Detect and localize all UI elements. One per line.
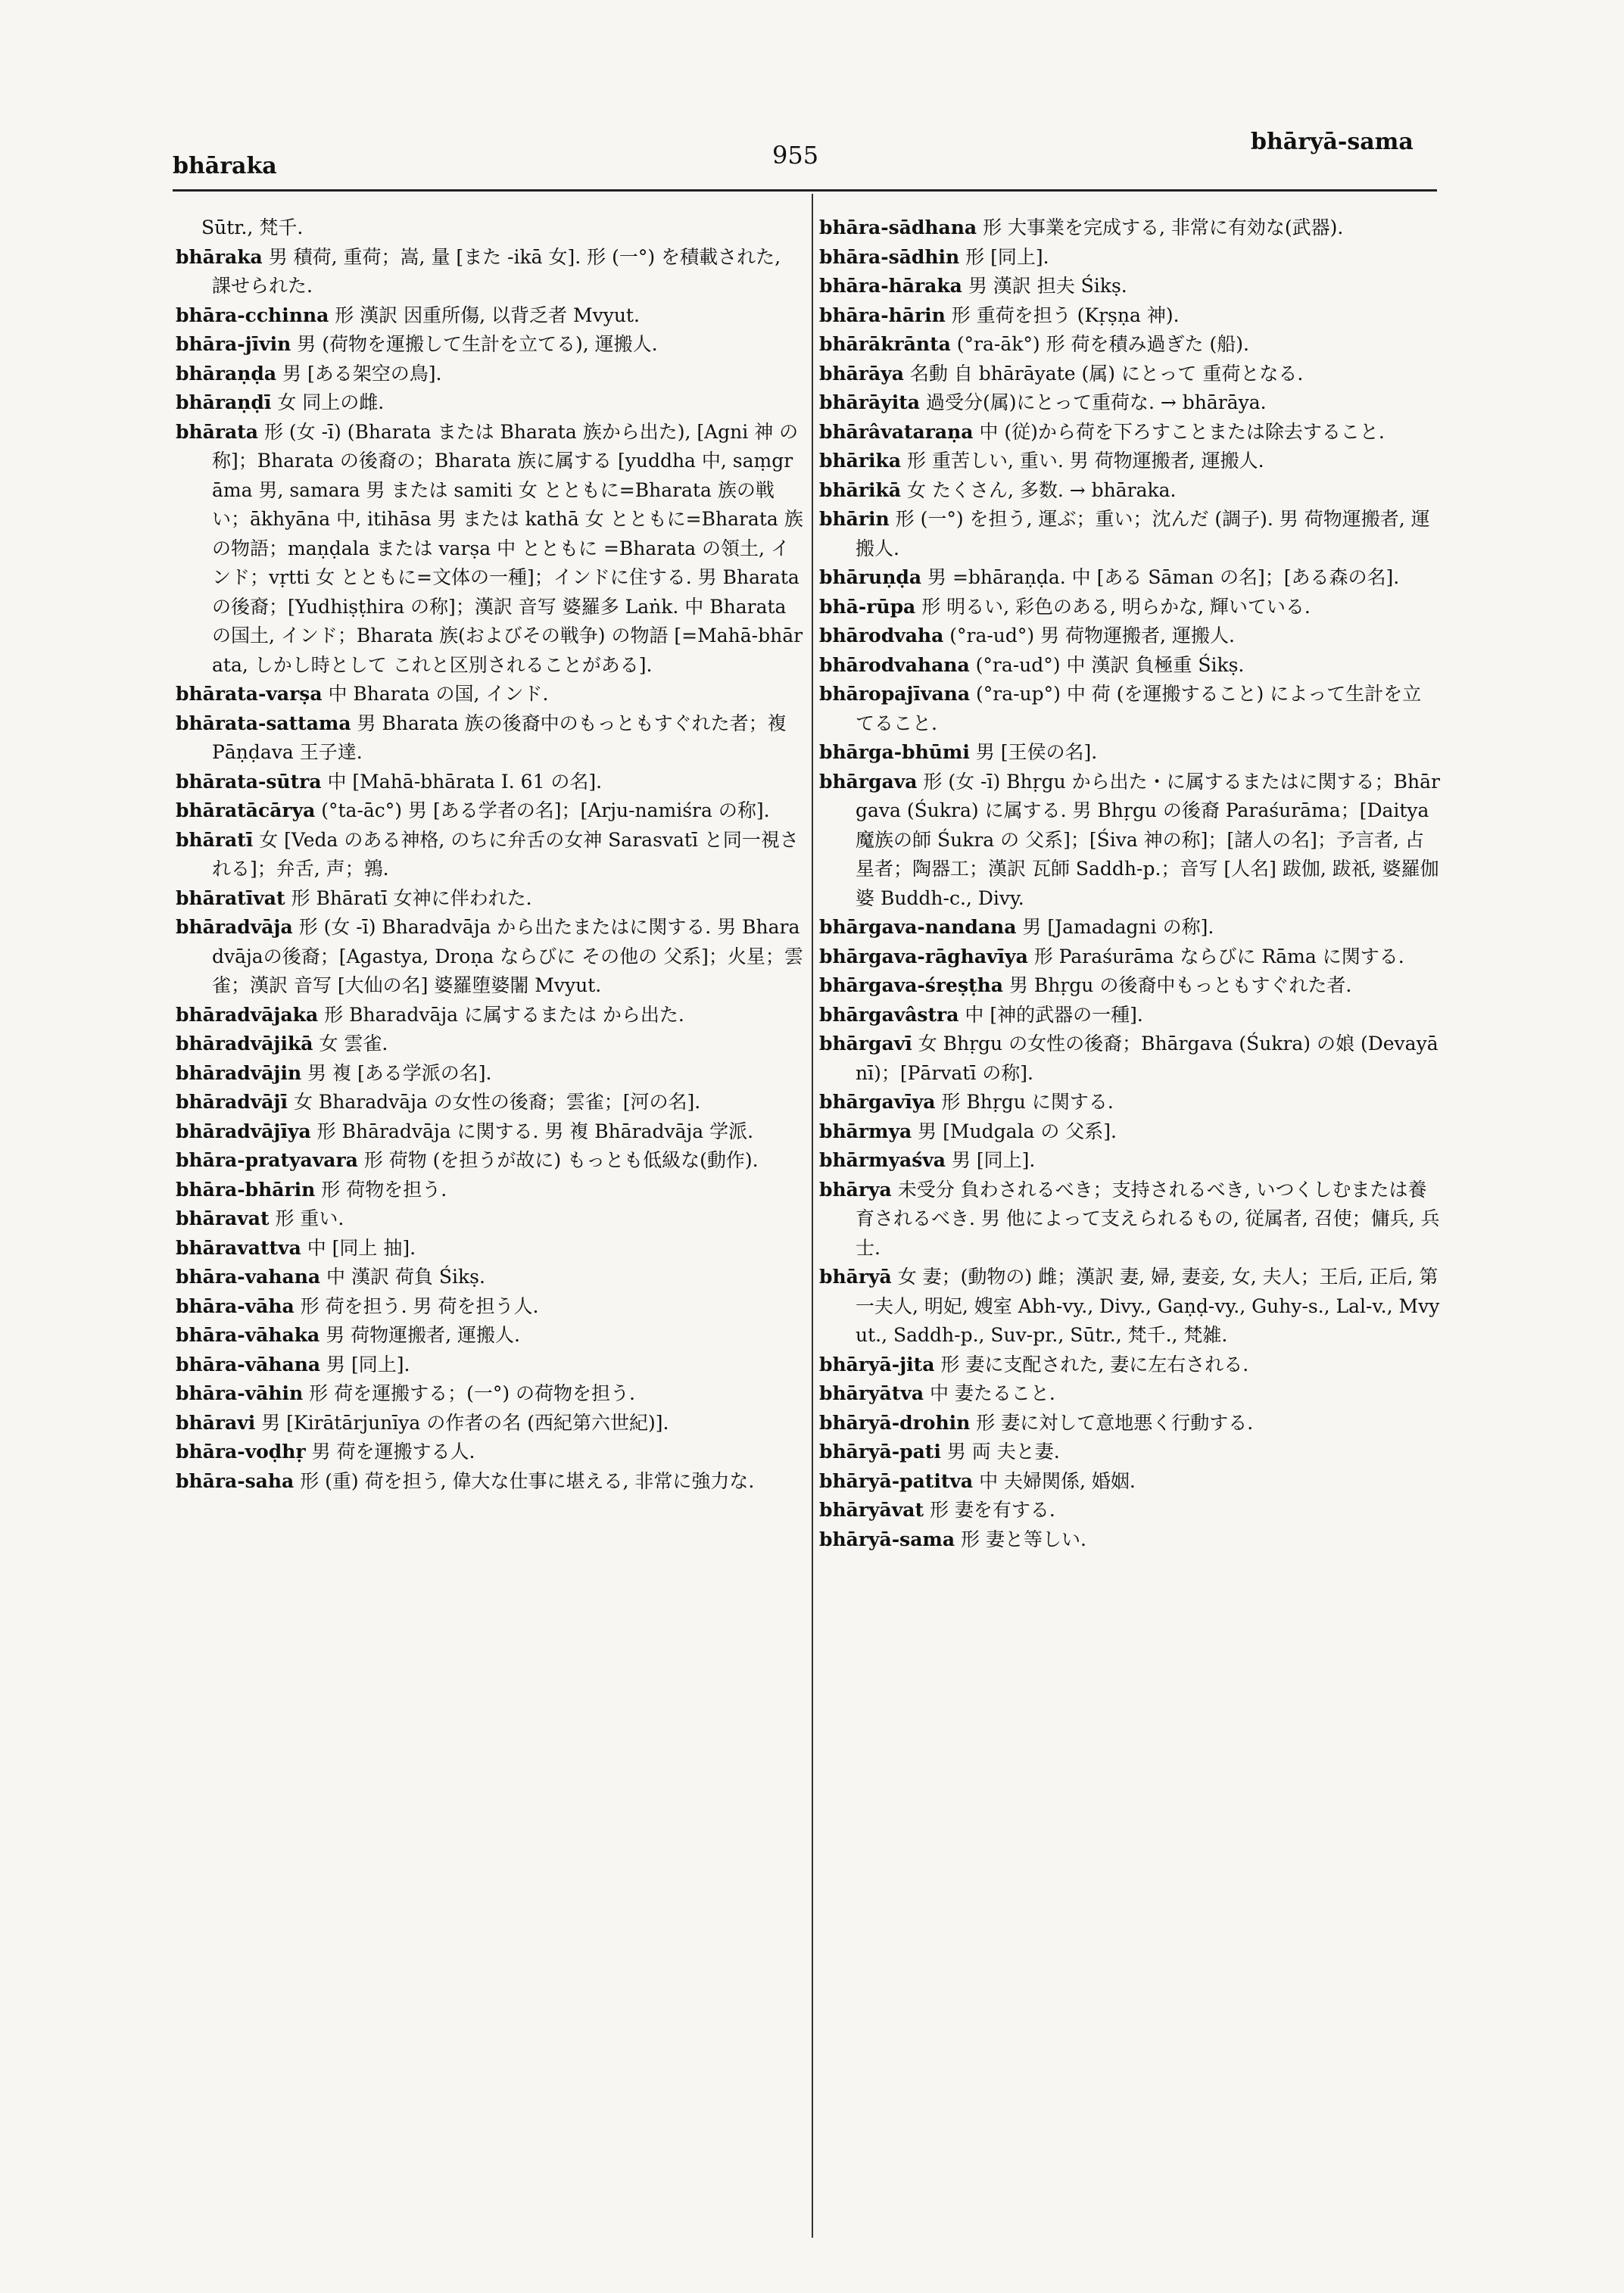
entry-headword: bhāradvājī: [176, 1091, 288, 1113]
entry-definition: 女 たくさん, 多数. → bhāraka.: [907, 478, 1177, 501]
entry-headword: bhārgava: [819, 770, 918, 793]
entry-definition: 形 Bhāradvāja に関する. 男 複 Bhāradvāja 学派.: [316, 1120, 754, 1142]
entry-definition: 形 (女 -ī) (Bharata または Bharata 族から出た), [Agni 神 の称]；Bharata の後裔の；Bharata 族に属する [yuddha 中, saṃgrāma 男, samara 男 または samiti 女 とともに=Bharata 族の戦い；ākhyāna 中, itihāsa 男 または kathā 女 とともに=Bharata 族の物語；maṇḍala または varṣa 中 とともに =Bharata の領土, インド；vṛtti 女 とともに=文体の一種]；インドに住する. 男 Bharata の後裔；[Yudhiṣṭhira の称]；漢訳 音写 婆羅多 Laṅk. 中 Bharata の国土, インド；Bharata 族(およびその戦争) の物語 [=Mahā-bhārata, しかし時として これと区別されることがある].: [212, 420, 803, 676]
dictionary-entry: [176, 1351, 804, 1380]
entry-headword: bhāra-hārin: [819, 304, 946, 326]
dictionary-entry: [819, 330, 1440, 360]
entry-definition: 形 明るい, 彩色のある, 明らかな, 輝いている.: [921, 595, 1311, 618]
entry-headword: bhārata-sattama: [176, 712, 351, 734]
entry-headword: bhārgavâstra: [819, 1003, 959, 1026]
dictionary-entry: [819, 1263, 1440, 1351]
entry-definition: 形 重荷を担う (Kṛṣṇa 神).: [951, 304, 1180, 326]
dictionary-entry: [819, 622, 1440, 651]
entry-headword: bhārodvaha: [819, 625, 944, 646]
entry-headword: bhāra-bhārin: [176, 1178, 316, 1201]
dictionary-entry: [176, 1292, 804, 1322]
entry-headword: bhāryā-patitva: [819, 1469, 974, 1492]
entry-definition: (°ra-ud°) 男 荷物運搬者, 運搬人.: [949, 625, 1235, 646]
dictionary-entry: [819, 1409, 1440, 1438]
entry-definition: 形 Bhāratī 女神に伴われた.: [291, 886, 532, 909]
entry-headword: bhārata-varṣa: [176, 683, 323, 705]
entry-definition: 中 [神的武器の一種].: [965, 1003, 1143, 1026]
dictionary-entry: [176, 1467, 804, 1497]
entry-definition: 形 (女 -ī) Bhṛgu から出た・に属するまたはに関する；Bhārgava (Śukra) に属する. 男 Bhṛgu の後裔 Paraśurāma；[Daitya 魔族の師 Śukra の 父系]；[Śiva 神の称]；[諸人の名]；予言者, 占星者；陶器工；漢訳 瓦師 Saddh-p.；音写 [人名] 跋伽, 跋祇, 婆羅伽婆 Buddh-c., Divy.: [856, 770, 1440, 909]
entry-definition: 形 Paraśurāma ならびに Rāma に関する.: [1033, 945, 1404, 967]
entry-definition: 男 [Kirātārjunīya の作者の名 (西紀第六世紀)].: [261, 1411, 669, 1434]
entry-definition: (°ra-up°) 中 荷 (を運搬すること) によって生計を立てること.: [856, 683, 1422, 734]
entry-definition: 形 (女 -ī) Bharadvāja から出たまたはに関する. 男 Bharadvājaの後裔；[Agastya, Droṇa ならびに その他の 父系]；火星；雲雀；漢訳 音写 [大仙の名] 婆羅堕婆闍 Mvyut.: [212, 916, 803, 996]
dictionary-entry: [176, 768, 804, 797]
dictionary-entry: [176, 796, 804, 826]
dictionary-entry: [176, 418, 804, 681]
dictionary-entry: [819, 1525, 1440, 1555]
entry-headword: bhāratīvat: [176, 886, 285, 909]
entry-headword: bhārākrānta: [819, 333, 951, 355]
dictionary-entry: [176, 1059, 804, 1089]
entry-definition: 男 [同上].: [951, 1149, 1036, 1171]
entry-headword: bhāruṇḍa: [819, 566, 922, 588]
dictionary-entry: [176, 213, 804, 243]
entry-headword: bhāravat: [176, 1207, 270, 1229]
entry-definition: 中 [同上 抽].: [307, 1236, 416, 1259]
entry-headword: bhāryā-drohin: [819, 1411, 971, 1434]
dictionary-entry: [176, 826, 804, 884]
entry-definition: 男 [Mudgala の 父系].: [918, 1120, 1117, 1142]
entry-headword: bhāraka: [176, 245, 263, 268]
entry-headword: bhāra-voḍhṛ: [176, 1441, 306, 1463]
dictionary-entry: [819, 563, 1440, 593]
entry-headword: bhāryāvat: [819, 1499, 924, 1521]
dictionary-entry: [819, 768, 1440, 914]
dictionary-entry: [819, 1030, 1440, 1088]
entry-definition: 男 [ある架空の鳥].: [282, 362, 442, 385]
entry-headword: bhārgava-rāghavīya: [819, 945, 1028, 967]
dictionary-entry: [819, 476, 1440, 506]
entry-headword: bhāra-vāhin: [176, 1382, 304, 1404]
entry-headword: bhāradvājaka: [176, 1003, 319, 1026]
dictionary-entry: [176, 360, 804, 389]
dictionary-entry: [819, 1117, 1440, 1147]
dictionary-entry: [819, 1146, 1440, 1176]
entry-headword: bhāradvāja: [176, 916, 293, 938]
dictionary-entry: [819, 1001, 1440, 1030]
dictionary-entry: [819, 942, 1440, 972]
entry-definition: 男 =bhāraṇḍa. 中 [ある Sāman の名]；[ある森の名].: [927, 566, 1400, 588]
entry-definition: 中 (従)から荷を下ろすことまたは除去すること.: [979, 420, 1385, 443]
dictionary-entry: [176, 884, 804, 914]
entry-headword: bhāryā: [819, 1266, 892, 1288]
entry-headword: bhārika: [819, 450, 902, 472]
page-number: 955: [772, 141, 819, 170]
dictionary-entry: [176, 1204, 804, 1234]
entry-headword: bhārin: [819, 508, 890, 530]
dictionary-entry: [176, 913, 804, 1001]
entry-headword: bhārâvataraṇa: [819, 420, 974, 443]
entry-headword: bhāra-vahana: [176, 1266, 321, 1288]
dictionary-entry: [819, 447, 1440, 476]
entry-definition: 男 荷を運搬する人.: [311, 1441, 475, 1463]
entry-headword: bhāravattva: [176, 1236, 301, 1259]
entry-definition: 男 漢訳 担夫 Śikṣ.: [968, 275, 1127, 297]
dictionary-entry: [819, 213, 1440, 243]
dictionary-entry: [176, 1001, 804, 1030]
entry-headword: bhā-rūpa: [819, 595, 916, 618]
dictionary-entry: [176, 1321, 804, 1351]
entry-headword: bhāradvājīya: [176, 1120, 311, 1142]
entry-definition: 形 荷を担う. 男 荷を担う人.: [300, 1294, 539, 1317]
entry-definition: (°ra-ud°) 中 漢訳 負極重 Śikṣ.: [975, 653, 1245, 676]
dictionary-entry: [176, 1117, 804, 1147]
entry-headword: bhāryā-pati: [819, 1441, 941, 1463]
dictionary-entry: [176, 301, 804, 331]
dictionary-entry: [176, 330, 804, 360]
entry-definition: 女 [Veda のある神格, のちに弁舌の女神 Sarasvatī と同一視される]；弁舌, 声；鶉.: [212, 828, 799, 880]
running-head-left: bhāraka: [173, 153, 277, 179]
dictionary-entry: [176, 1438, 804, 1467]
entry-definition: 男 (荷物を運搬して生計を立てる), 運搬人.: [297, 333, 658, 355]
dictionary-entry: [819, 651, 1440, 681]
entry-definition: 男 [Jamadagni の称].: [1022, 916, 1214, 938]
entry-definition: 女 同上の雌.: [277, 391, 385, 413]
dictionary-entry: [819, 913, 1440, 942]
dictionary-entry: [176, 680, 804, 709]
entry-definition: 男 [王侯の名].: [975, 741, 1098, 763]
entry-headword: bhāryātva: [819, 1382, 924, 1404]
entry-headword: bhārikā: [819, 478, 902, 501]
right-column: [819, 213, 1440, 1554]
dictionary-entry: [819, 971, 1440, 1001]
entry-definition: (°ta-āc°) 男 [ある学者の名]；[Arju-namiśra の称].: [321, 799, 770, 821]
entry-headword: bhāra-sādhana: [819, 217, 977, 238]
dictionary-entry: [819, 1176, 1440, 1263]
running-head-right: bhāryā-sama: [1251, 129, 1414, 155]
entry-headword: bhāra-saha: [176, 1469, 295, 1492]
entry-definition: 中 漢訳 荷負 Śikṣ.: [326, 1266, 485, 1288]
entry-definition: 形 大事業を完成する, 非常に有効な(武器).: [983, 217, 1344, 238]
entry-headword: bhārga-bhūmi: [819, 741, 970, 763]
entry-headword: bhārmya: [819, 1120, 912, 1142]
entry-definition: 形 妻と等しい.: [961, 1528, 1086, 1550]
dictionary-entry: [819, 738, 1440, 768]
entry-definition: 名動 自 bhārāyate (属) にとって 重荷となる.: [909, 362, 1304, 385]
entry-headword: bhārgava-nandana: [819, 916, 1017, 938]
entry-definition: (°ra-āk°) 形 荷を積み過ぎた (船).: [956, 333, 1249, 355]
dictionary-entry: [819, 593, 1440, 622]
entry-headword: bhārgavīya: [819, 1091, 936, 1113]
entry-definition: 中 Bharata の国, インド.: [328, 683, 549, 705]
entry-definition: 形 荷を運搬する；(一°) の荷物を担う.: [309, 1382, 635, 1404]
dictionary-entry: [819, 1088, 1440, 1117]
entry-definition: 形 (一°) を担う, 運ぶ；重い；沈んだ (調子). 男 荷物運搬者, 運搬人.: [856, 508, 1430, 559]
entry-headword: bhāra-vāhana: [176, 1353, 321, 1375]
dictionary-entry: [176, 709, 804, 768]
dictionary-entry: [176, 1379, 804, 1409]
entry-definition: 女 雲雀.: [319, 1033, 388, 1055]
entry-headword: bhārmyaśva: [819, 1149, 946, 1171]
entry-definition: 男 積荷, 重荷；嵩, 量 [また -ikā 女]. 形 (一°) を積載された, 課せられた.: [212, 245, 781, 297]
entry-definition: 女 Bhṛgu の女性の後裔；Bhārgava (Śukra) の娘 (Devayānī)；[Pārvatī の称].: [856, 1033, 1439, 1084]
entry-headword: bhāra-cchinna: [176, 304, 329, 326]
dictionary-entry: [176, 1030, 804, 1059]
entry-definition: 形 重苦しい, 重い. 男 荷物運搬者, 運搬人.: [907, 450, 1264, 472]
entry-headword: bhāravi: [176, 1411, 256, 1434]
entry-definition: 形 漢訳 因重所傷, 以背乏者 Mvyut.: [335, 304, 640, 326]
dictionary-entry: [819, 418, 1440, 447]
entry-definition: 男 荷物運搬者, 運搬人.: [326, 1324, 520, 1346]
entry-definition: 形 妻を有する.: [929, 1499, 1055, 1521]
entry-headword: bhārāyita: [819, 391, 920, 413]
entry-definition: 中 [Mahā-bhārata I. 61 の名].: [327, 770, 603, 793]
entry-definition: 形 [同上].: [965, 245, 1049, 268]
entry-definition: Sūtr., 梵千.: [201, 217, 304, 238]
entry-headword: bhāradvājin: [176, 1061, 302, 1084]
entry-definition: 男 Bhṛgu の後裔中もっともすぐれた者.: [1008, 974, 1352, 996]
entry-headword: bhāra-pratyavara: [176, 1149, 358, 1171]
entry-definition: 形 妻に対して意地悪く行動する.: [976, 1411, 1254, 1434]
dictionary-entry: [819, 1467, 1440, 1497]
dictionary-entry: [819, 1496, 1440, 1525]
entry-definition: 形 荷物 (を担うが故に) もっとも低級な(動作).: [363, 1149, 759, 1171]
dictionary-entry: [819, 1351, 1440, 1380]
entry-definition: 形 (重) 荷を担う, 偉大な仕事に堪える, 非常に強力な.: [300, 1469, 755, 1492]
entry-headword: bhārata: [176, 420, 258, 443]
entry-definition: 男 両 夫と妻.: [946, 1441, 1060, 1463]
entry-headword: bhāra-sādhin: [819, 245, 960, 268]
entry-definition: 形 重い.: [275, 1207, 344, 1229]
entry-definition: 形 荷物を担う.: [321, 1178, 447, 1201]
column-divider: [812, 194, 813, 2238]
dictionary-entry: [176, 1409, 804, 1438]
entry-definition: 形 Bharadvāja に属するまたは から出た.: [324, 1003, 684, 1026]
entry-headword: bhārgava-śreṣṭha: [819, 974, 1003, 996]
entry-headword: bhārata-sūtra: [176, 770, 322, 793]
dictionary-entry: [176, 1263, 804, 1292]
entry-headword: bhāropajīvana: [819, 683, 971, 705]
entry-definition: 男 [同上].: [326, 1353, 410, 1375]
dictionary-entry: [819, 243, 1440, 273]
entry-headword: bhāratācārya: [176, 799, 316, 821]
header-rule: [173, 189, 1437, 192]
entry-definition: 女 妻；(動物の) 雌；漢訳 妻, 婦, 妻妾, 女, 夫人；王后, 正后, 第一夫人, 明妃, 嫂室 Abh-vy., Divy., Gaṇḍ-vy., Guhy-s., Lal-v., Mvyut., Saddh-p., Suv-pr., Sūtr., 梵千., 梵雑.: [856, 1266, 1440, 1346]
dictionary-entry: [819, 505, 1440, 563]
entry-definition: 形 Bhṛgu に関する.: [941, 1091, 1114, 1113]
entry-headword: bhāra-jīvin: [176, 333, 291, 355]
entry-definition: 女 Bharadvāja の女性の後裔；雲雀；[河の名].: [293, 1091, 701, 1113]
entry-headword: bhāraṇḍa: [176, 362, 277, 385]
dictionary-entry: [176, 1088, 804, 1117]
dictionary-entry: [819, 272, 1440, 301]
dictionary-entry: [176, 243, 804, 301]
entry-definition: 中 夫婦関係, 婚姻.: [979, 1469, 1136, 1492]
dictionary-entry: [819, 388, 1440, 418]
dictionary-entry: [819, 301, 1440, 331]
entry-headword: bhāryā-sama: [819, 1528, 955, 1550]
entry-headword: bhārgavī: [819, 1033, 912, 1055]
entry-headword: bhāradvājikā: [176, 1033, 313, 1055]
entry-headword: bhāraṇḍī: [176, 391, 272, 413]
dictionary-entry: [176, 1146, 804, 1176]
entry-definition: 形 妻に支配された, 妻に左右される.: [940, 1353, 1249, 1375]
entry-headword: bhāratī: [176, 828, 254, 851]
entry-headword: bhāra-hāraka: [819, 275, 962, 297]
entry-definition: 男 複 [ある学派の名].: [307, 1061, 492, 1084]
left-column: [176, 213, 804, 1496]
entry-definition: 中 妻たること.: [929, 1382, 1055, 1404]
dictionary-entry: [176, 1176, 804, 1205]
entry-headword: bhārya: [819, 1178, 892, 1201]
dictionary-entry: [819, 1379, 1440, 1409]
dictionary-entry: [176, 1234, 804, 1263]
entry-headword: bhāra-vāha: [176, 1294, 295, 1317]
entry-headword: bhārodvahana: [819, 653, 970, 676]
entry-definition: 未受分 負わされるべき；支持されるべき, いつくしむまたは養育されるべき. 男 他によって支えられるもの, 従属者, 召使；傭兵, 兵士.: [856, 1178, 1440, 1259]
dictionary-entry: [819, 1438, 1440, 1467]
dictionary-entry: [176, 388, 804, 418]
entry-definition: 男 Bharata 族の後裔中のもっともすぐれた者；複 Pāṇḍava 王子達.: [212, 712, 787, 763]
entry-headword: bhāryā-jita: [819, 1353, 935, 1375]
entry-headword: bhārāya: [819, 362, 904, 385]
dictionary-entry: [819, 680, 1440, 738]
entry-definition: 過受分(属)にとって重荷な. → bhārāya.: [925, 391, 1267, 413]
dictionary-entry: [819, 360, 1440, 389]
entry-headword: bhāra-vāhaka: [176, 1324, 320, 1346]
